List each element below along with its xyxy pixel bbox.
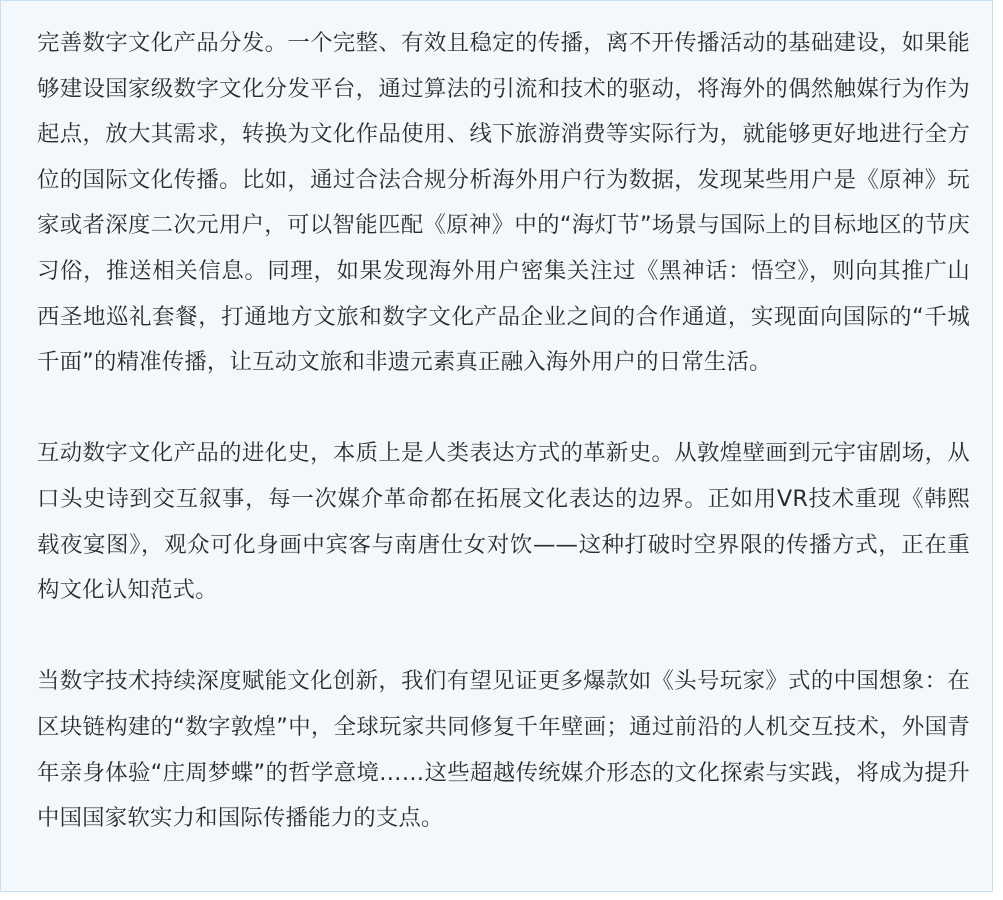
paragraph-outlook: 当数字技术持续深度赋能文化创新，我们有望见证更多爆款如《头号玩家》式的中国想象：在区块链构建的“数字敦煌”中，全球玩家共同修复千年壁画；通过前沿的人机交互技术，外国青年亲身体验“庄周梦蝶”的哲学意境……这些超越传统媒介形态的文化探索与实践，将成为提升中国国家软实力和国际传播能力的支点。 (37, 668, 970, 832)
article-body (37, 21, 970, 842)
paragraph-evolution: 互动数字文化产品的进化史，本质上是人类表达方式的革新史。从敦煌壁画到元宇宙剧场，从口头史诗到交互叙事，每一次媒介革命都在拓展文化表达的边界。正如用VR技术重现《韩熙载夜宴图》，观众可化身画中宾客与南唐仕女对饮——这种打破时空界限的传播方式，正在重构文化认知范式。 (37, 440, 970, 604)
paragraph-distribution: 完善数字文化产品分发。一个完整、有效且稳定的传播，离不开传播活动的基础建设，如果能够建设国家级数字文化分发平台，通过算法的引流和技术的驱动，将海外的偶然触媒行为作为起点，放大其需求，转换为文化作品使用、线下旅游消费等实际行为，就能够更好地进行全方位的国际文化传播。比如，通过合法合规分析海外用户行为数据，发现某些用户是《原神》玩家或者深度二次元用户，可以智能匹配《原神》中的“海灯节”场景与国际上的目标地区的节庆习俗，推送相关信息。同理，如果发现海外用户密集关注过《黑神话：悟空》，则向其推广山西圣地巡礼套餐，打通地方文旅和数字文化产品企业之间的合作通道，实现面向国际的“千城千面”的精准传播，让互动文旅和非遗元素真正融入海外用户的日常生活。 (37, 30, 970, 376)
